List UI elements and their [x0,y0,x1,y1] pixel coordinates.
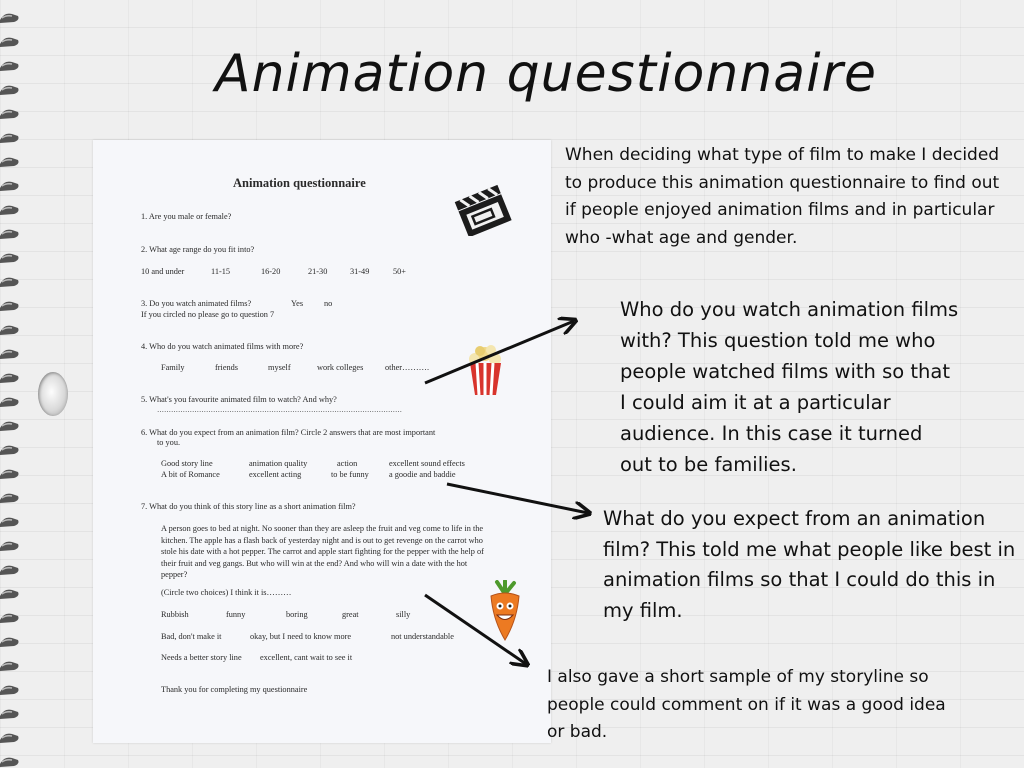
arrow-to-storyline [425,595,526,664]
age-option: 21-30 [308,267,328,276]
question-6-cont: to you. [157,438,181,447]
q4-option: work colleges [317,363,364,372]
q4-option: myself [268,363,291,372]
storyline-annotation: I also gave a short sample of my storyline so people could comment on if it was a good idea or bad. [547,667,946,742]
q7-option: silly [396,610,411,619]
q6-option: excellent acting [249,470,302,479]
q7-option: not understandable [391,632,454,641]
question-1: 1. Are you male or female? [141,212,232,221]
q3-note: If you circled no please go to question 7 [141,310,275,319]
q4-option: other………. [385,363,430,372]
q7-storyline: A person goes to bed at night. No sooner than they are asleep the fruit and veg come to life in the kitchen. The apple has a flash back of yesterday night and is out to get revenge on the carrot who stole his date with a hot pepper. The carrot and apple start fighting for the pepper with the help of their fruit and veg gangs. But who will win at the end? And who will win a date with the hot pepper? [161,524,484,579]
questionnaire-heading: Animation questionnaire [233,176,366,190]
question-3: 3. Do you watch animated films? [141,299,252,308]
expect-annotation: What do you expect from an animation film? This told me what people like best in animation films so that I could do this in my film. [603,507,1016,622]
q6-option: A bit of Romance [161,470,220,479]
page-title: Animation questionnaire [215,44,877,104]
q6-option: a goodie and baddie [389,470,456,479]
q4-option: friends [215,363,239,372]
q4-option: Family [161,363,185,372]
q5-answer-line: …………………………………………………………………………………………… [157,406,402,414]
age-option: 10 and under [141,267,185,276]
age-option: 31-49 [350,267,370,276]
q7-option: Bad, don't make it [161,632,222,641]
age-option: 16-20 [261,267,281,276]
q7-instruction: (Circle two choices) I think it is……… [161,588,292,597]
question-5: 5. What's you favourite animated film to watch? And why? [141,395,337,404]
q7-option: boring [286,610,308,619]
intro-annotation: When deciding what type of film to make I decided to produce this animation questionnaire to find out if people enjoyed animation films and in particular who -what age and gender. [565,145,1000,248]
q3-yes: Yes [291,299,304,308]
who-annotation: Who do you watch animation films with? This question told me who people watched films with so that I could aim it at a particular audience. In this case it turned out to be families. [620,298,959,476]
q6-option: action [337,459,358,468]
age-option: 11-15 [211,267,231,276]
question-4: 4. Who do you watch animated films with more? [141,342,304,351]
q6-option: Good story line [161,459,213,468]
arrow-to-expect [447,484,588,513]
thank-you-note: Thank you for completing my questionnaire [161,685,308,694]
q7-option: Rubbish [161,610,189,619]
q7-option: okay, but I need to know more [250,632,352,641]
q6-option: to be funny [331,470,369,479]
question-7: 7. What do you think of this story line as a short animation film? [141,502,356,511]
arrow-to-who [425,321,574,383]
q7-option: excellent, cant wait to see it [260,653,353,662]
q7-option: Needs a better story line [161,653,242,662]
q3-no: no [324,299,333,308]
question-2: 2. What age range do you fit into? [141,245,255,254]
q6-option: excellent sound effects [389,459,465,468]
age-option: 50+ [393,267,406,276]
q6-option: animation quality [249,459,308,468]
question-6: 6. What do you expect from an animation film? Circle 2 answers that are most important [141,428,436,437]
q7-option: funny [226,610,246,619]
q7-option: great [342,610,359,619]
